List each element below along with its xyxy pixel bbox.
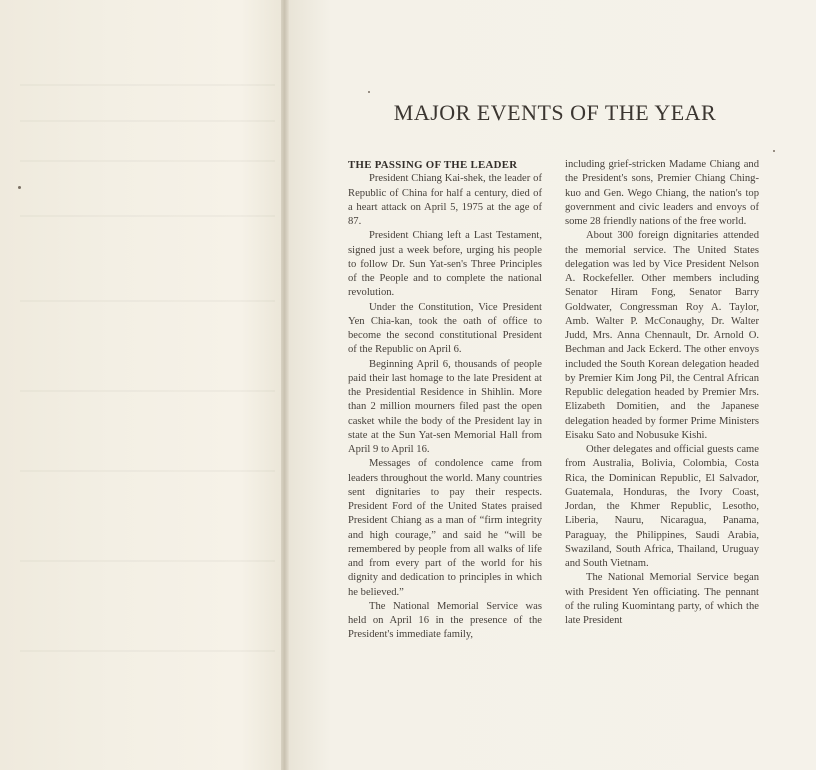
- section-heading: THE PASSING OF THE LEADER: [348, 159, 518, 171]
- paragraph-continuation: including grief-stricken Madame Chiang and the President's sons, Premier Chiang Ching-kuo and Gen. Wego Chiang, the nation's top government and civic leaders and envoys of some 28 friendly nations of the free world.: [565, 159, 759, 227]
- paragraph: The National Memorial Service began with President Yen officiating. The pennant of the ruling Kuomintang party, of which the late President: [565, 572, 759, 626]
- paragraph: Beginning April 6, thousands of people paid their last homage to the late President at the Presidential Residence in Shihlin. More than 2 million mourners filed past the open casket while the body of the President lay in state at the Sun Yat-sen Memorial Hall from April 9 to April 16.: [348, 358, 542, 455]
- paragraph: Messages of condolence came from leaders throughout the world. Many countries sent dignitaries to pay their respects. President Ford of the United States praised President Chiang as a man of “firm integrity and high courage,” and said he “will be remembered by people from all walks of life and from every part of the world for his dignity and dedication to principles in which he believed.”: [348, 458, 542, 598]
- paragraph: Other delegates and official guests came from Australia, Bolivia, Colombia, Costa Rica, the Dominican Republic, El Salvador, Guatemala, Honduras, the Ivory Coast, Jordan, the Khmer Republic, Lesotho, Liberia, Nauru, Nicaragua, Panama, Paraguay, the Philippines, Saudi Arabia, Swaziland, South Africa, Thailand, Uruguay and South Vietnam.: [565, 444, 759, 569]
- paper-speck: [368, 91, 370, 93]
- book-gutter: [281, 0, 289, 770]
- paper-speck: [773, 150, 775, 152]
- paragraph: The National Memorial Service was held on April 16 in the presence of the President's immediate family,: [348, 600, 542, 641]
- paragraph: President Chiang left a Last Testament, signed just a week before, urging his people to follow Dr. Sun Yat-sen's Three Principles of the People and to complete the national revolution.: [348, 230, 542, 299]
- paragraph: President Chiang Kai-shek, the leader of Republic of China for half a century, died of a heart attack on April 5, 1975 at the age of 87.: [348, 173, 542, 227]
- paper-speck: [18, 186, 21, 189]
- page-title: MAJOR EVENTS OF THE YEAR: [393, 100, 717, 125]
- paragraph: About 300 foreign dignitaries attended the memorial service. The United States delegation was led by Vice President Nelson A. Rockefeller. Other members including Senator Hiram Fong, Senator Barry Goldwater, Congressman Roy A. Taylor, Amb. Walter P. McConaughy, Dr. Walter Judd, Mrs. Anna Chennault, Dr. Arnold O. Bechman and Jack Eckerd. The other envoys included the South Korean delegation headed by Premier Kim Jong Pil, the Central African Republic delegation headed by Premier Mrs. Elizabeth Domitien, and the Japanese delegation headed by former Prime Ministers Eisaku Sato and Nobusuke Kishi.: [565, 230, 759, 441]
- left-page-blank: [0, 0, 283, 770]
- paragraph: Under the Constitution, Vice President Yen Chia-kan, took the oath of office to become the second constitutional President of the Republic on April 6.: [348, 301, 542, 356]
- text-column-left: [348, 158, 542, 643]
- text-column-right: [565, 158, 759, 628]
